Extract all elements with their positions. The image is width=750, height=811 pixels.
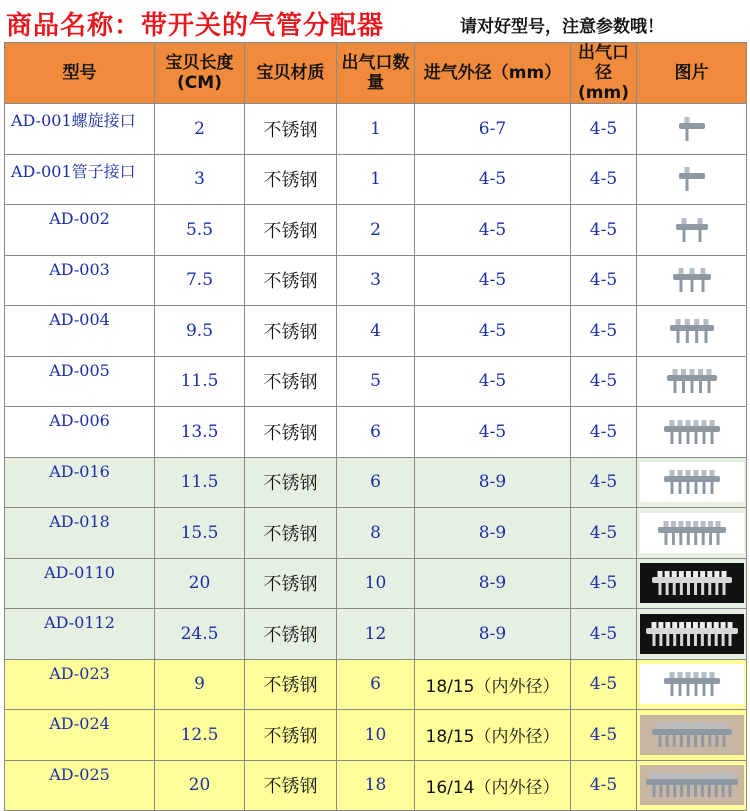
cell-image xyxy=(637,760,747,811)
header-material: 宝贝材质 xyxy=(245,43,337,104)
cell-outlets: 18 xyxy=(337,760,415,811)
cell-image xyxy=(637,255,747,306)
cell-model: AD-016 xyxy=(5,457,155,508)
table-row xyxy=(5,558,747,609)
cell-outlet-dia: 4-5 xyxy=(571,710,637,761)
cell-inlet: 18/15（内外径） xyxy=(415,659,571,710)
cell-image xyxy=(637,558,747,609)
cell-image xyxy=(637,457,747,508)
manifold-thumbnail-icon xyxy=(640,462,744,502)
cell-material: 不锈钢 xyxy=(245,609,337,660)
cell-outlet-dia: 4-5 xyxy=(571,457,637,508)
manifold-thumbnail-icon xyxy=(640,109,744,149)
cell-model: AD-005 xyxy=(5,356,155,407)
cell-material: 不锈钢 xyxy=(245,104,337,155)
manifold-thumbnail-icon xyxy=(640,664,744,704)
table-row xyxy=(5,205,747,256)
cell-model: AD-024 xyxy=(5,710,155,761)
table-row xyxy=(5,255,747,306)
cell-length: 9 xyxy=(155,659,245,710)
table-row xyxy=(5,609,747,660)
cell-model: AD-018 xyxy=(5,508,155,559)
table-row xyxy=(5,306,747,357)
cell-model: AD-006 xyxy=(5,407,155,458)
cell-outlet-dia: 4-5 xyxy=(571,659,637,710)
cell-outlets: 1 xyxy=(337,154,415,205)
cell-outlets: 1 xyxy=(337,104,415,155)
cell-image xyxy=(637,306,747,357)
cell-inlet: 4-5 xyxy=(415,154,571,205)
cell-length: 24.5 xyxy=(155,609,245,660)
cell-material: 不锈钢 xyxy=(245,255,337,306)
cell-inlet: 4-5 xyxy=(415,306,571,357)
table-row xyxy=(5,760,747,811)
cell-outlets: 6 xyxy=(337,457,415,508)
cell-outlet-dia: 4-5 xyxy=(571,104,637,155)
cell-model: AD-0112 xyxy=(5,609,155,660)
cell-inlet: 4-5 xyxy=(415,356,571,407)
cell-model: AD-023 xyxy=(5,659,155,710)
cell-inlet: 4-5 xyxy=(415,205,571,256)
table-row xyxy=(5,154,747,205)
cell-model: AD-001螺旋接口 xyxy=(5,104,155,155)
cell-inlet: 6-7 xyxy=(415,104,571,155)
header-length: 宝贝长度(CM) xyxy=(155,43,245,104)
manifold-thumbnail-icon xyxy=(640,260,744,300)
cell-length: 12.5 xyxy=(155,710,245,761)
table-row xyxy=(5,508,747,559)
cell-image xyxy=(637,710,747,761)
cell-outlets: 10 xyxy=(337,710,415,761)
cell-outlet-dia: 4-5 xyxy=(571,760,637,811)
table-row xyxy=(5,356,747,407)
header-model: 型号 xyxy=(5,43,155,104)
cell-outlets: 12 xyxy=(337,609,415,660)
cell-model: AD-003 xyxy=(5,255,155,306)
cell-material: 不锈钢 xyxy=(245,457,337,508)
cell-inlet: 8-9 xyxy=(415,457,571,508)
manifold-thumbnail-icon xyxy=(640,311,744,351)
cell-material: 不锈钢 xyxy=(245,659,337,710)
table-header-row xyxy=(5,43,747,104)
cell-model: AD-025 xyxy=(5,760,155,811)
cell-material: 不锈钢 xyxy=(245,710,337,761)
cell-inlet: 16/14（内外径） xyxy=(415,760,571,811)
table-body xyxy=(5,104,747,811)
header-outlet-dia: 出气口径(mm) xyxy=(571,43,637,104)
cell-inlet: 4-5 xyxy=(415,255,571,306)
cell-outlets: 3 xyxy=(337,255,415,306)
cell-length: 5.5 xyxy=(155,205,245,256)
cell-outlet-dia: 4-5 xyxy=(571,255,637,306)
cell-outlet-dia: 4-5 xyxy=(571,407,637,458)
cell-outlets: 8 xyxy=(337,508,415,559)
manifold-thumbnail-icon xyxy=(640,412,744,452)
cell-material: 不锈钢 xyxy=(245,407,337,458)
cell-outlet-dia: 4-5 xyxy=(571,609,637,660)
top-bar xyxy=(0,0,750,42)
cell-model: AD-0110 xyxy=(5,558,155,609)
manifold-thumbnail-icon xyxy=(640,715,744,755)
cell-outlet-dia: 4-5 xyxy=(571,356,637,407)
cell-image xyxy=(637,508,747,559)
manifold-thumbnail-icon xyxy=(640,210,744,250)
cell-image xyxy=(637,356,747,407)
cell-model: AD-004 xyxy=(5,306,155,357)
cell-model: AD-001管子接口 xyxy=(5,154,155,205)
cell-outlets: 4 xyxy=(337,306,415,357)
table-row xyxy=(5,407,747,458)
cell-material: 不锈钢 xyxy=(245,508,337,559)
cell-length: 11.5 xyxy=(155,356,245,407)
cell-model: AD-002 xyxy=(5,205,155,256)
cell-material: 不锈钢 xyxy=(245,205,337,256)
header-inlet: 进气外径（mm） xyxy=(415,43,571,104)
cell-image xyxy=(637,609,747,660)
cell-outlets: 2 xyxy=(337,205,415,256)
manifold-thumbnail-icon xyxy=(640,361,744,401)
cell-image xyxy=(637,205,747,256)
page-title: 商品名称：带开关的气管分配器 xyxy=(6,11,385,41)
cell-material: 不锈钢 xyxy=(245,356,337,407)
cell-length: 20 xyxy=(155,760,245,811)
cell-length: 20 xyxy=(155,558,245,609)
cell-length: 9.5 xyxy=(155,306,245,357)
table-row xyxy=(5,104,747,155)
cell-material: 不锈钢 xyxy=(245,154,337,205)
cell-outlet-dia: 4-5 xyxy=(571,205,637,256)
cell-outlet-dia: 4-5 xyxy=(571,154,637,205)
cell-outlets: 5 xyxy=(337,356,415,407)
cell-length: 7.5 xyxy=(155,255,245,306)
cell-material: 不锈钢 xyxy=(245,306,337,357)
cell-material: 不锈钢 xyxy=(245,760,337,811)
cell-inlet: 8-9 xyxy=(415,558,571,609)
header-outlets: 出气口数量 xyxy=(337,43,415,104)
cell-outlets: 6 xyxy=(337,407,415,458)
cell-length: 3 xyxy=(155,154,245,205)
table-row xyxy=(5,457,747,508)
cell-image xyxy=(637,104,747,155)
cell-outlet-dia: 4-5 xyxy=(571,558,637,609)
header-image: 图片 xyxy=(637,43,747,104)
spec-table xyxy=(4,42,747,811)
table-row xyxy=(5,710,747,761)
cell-inlet: 4-5 xyxy=(415,407,571,458)
manifold-thumbnail-icon xyxy=(640,563,744,603)
cell-outlets: 6 xyxy=(337,659,415,710)
cell-outlet-dia: 4-5 xyxy=(571,306,637,357)
cell-inlet: 8-9 xyxy=(415,508,571,559)
cell-length: 2 xyxy=(155,104,245,155)
cell-inlet: 18/15（内外径） xyxy=(415,710,571,761)
cell-length: 13.5 xyxy=(155,407,245,458)
cell-outlets: 10 xyxy=(337,558,415,609)
cell-length: 11.5 xyxy=(155,457,245,508)
manifold-thumbnail-icon xyxy=(640,614,744,654)
cell-image xyxy=(637,154,747,205)
cell-image xyxy=(637,407,747,458)
manifold-thumbnail-icon xyxy=(640,159,744,199)
table-row xyxy=(5,659,747,710)
manifold-thumbnail-icon xyxy=(640,513,744,553)
cell-length: 15.5 xyxy=(155,508,245,559)
cell-image xyxy=(637,659,747,710)
cell-material: 不锈钢 xyxy=(245,558,337,609)
cell-outlet-dia: 4-5 xyxy=(571,508,637,559)
manifold-thumbnail-icon xyxy=(640,765,744,805)
notice-text: 请对好型号，注意参数哦！ xyxy=(460,17,664,37)
cell-inlet: 8-9 xyxy=(415,609,571,660)
